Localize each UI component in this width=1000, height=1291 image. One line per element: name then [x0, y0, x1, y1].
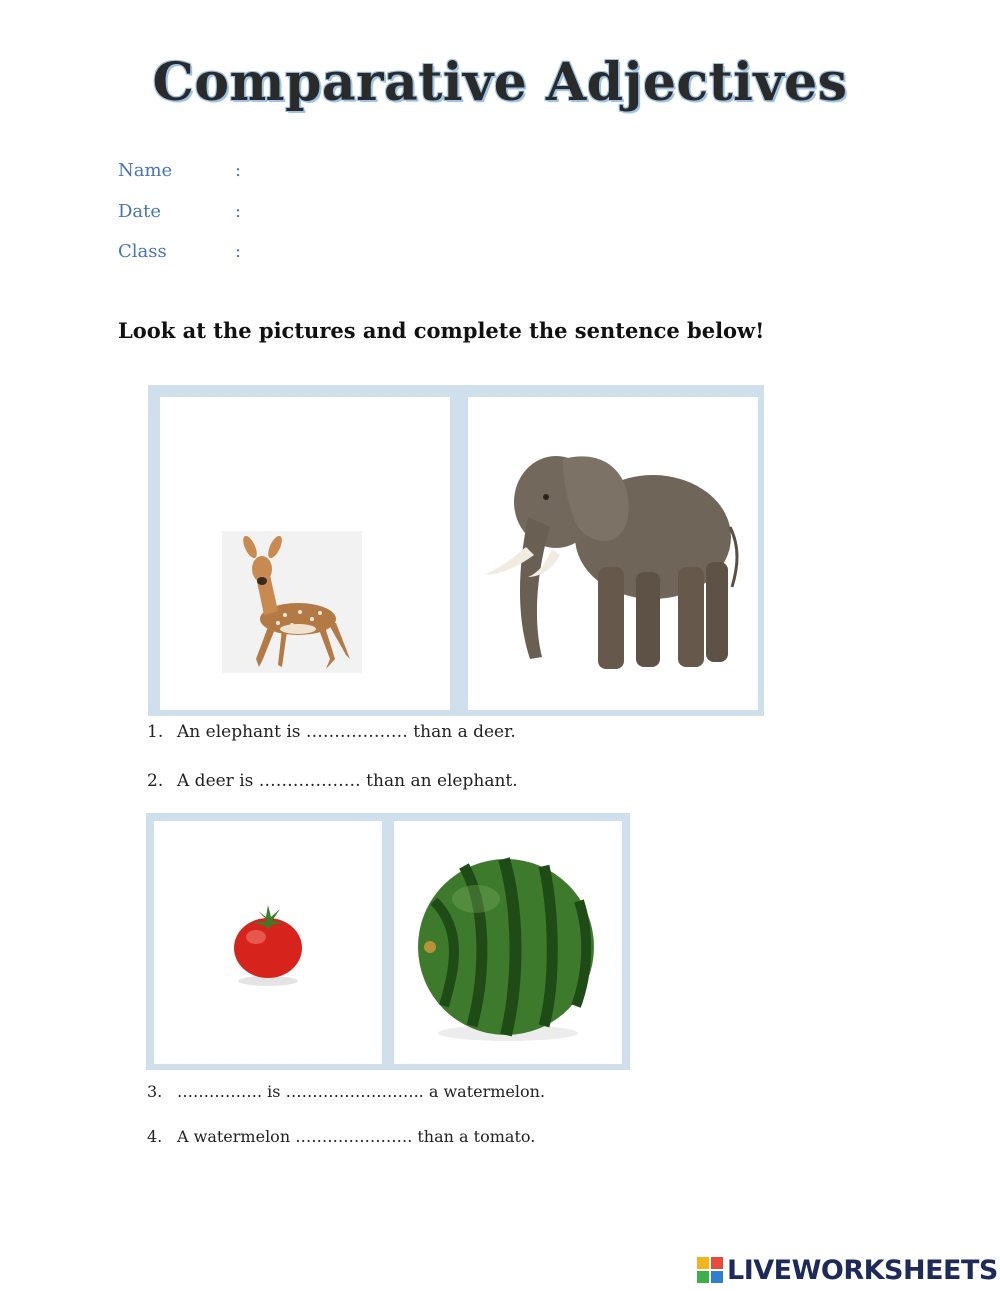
question-2-text: A deer is ……………… than an elephant. — [177, 771, 518, 791]
tomato-image — [154, 821, 382, 1064]
name-field — [118, 160, 242, 181]
question-4 — [147, 1127, 535, 1146]
name-colon: : — [235, 160, 242, 181]
question-3-number: 3. — [147, 1082, 163, 1101]
elephant-image — [468, 397, 758, 710]
watermelon-cell — [394, 821, 622, 1064]
deer-cell — [160, 397, 450, 710]
date-field — [118, 201, 242, 222]
picture-panel-animals — [148, 385, 764, 716]
question-2 — [147, 771, 518, 791]
tomato-cell — [154, 821, 382, 1064]
liveworksheets-logo-text: LIVEWORKSHEETS — [727, 1254, 998, 1286]
liveworksheets-logo — [697, 1253, 998, 1287]
question-1 — [147, 722, 516, 742]
class-colon: : — [235, 241, 242, 262]
name-label: Name — [118, 160, 173, 181]
question-3-text: ……………. is …………………….. a watermelon. — [177, 1082, 546, 1101]
question-3 — [147, 1082, 545, 1101]
deer-image — [160, 397, 450, 710]
class-label: Class — [118, 241, 167, 262]
page-title: Comparative Adjectives — [152, 52, 848, 113]
question-1-text: An elephant is ……………… than a deer. — [177, 722, 516, 742]
instruction-text: Look at the pictures and complete the sentence below! — [118, 318, 765, 343]
elephant-cell — [468, 397, 758, 710]
class-field — [118, 241, 242, 262]
question-1-number: 1. — [147, 722, 164, 742]
picture-panel-fruits — [146, 813, 630, 1070]
date-colon: : — [235, 201, 242, 222]
question-4-number: 4. — [147, 1127, 163, 1146]
question-4-text: A watermelon …………………. than a tomato. — [177, 1127, 536, 1146]
watermelon-image — [394, 821, 622, 1064]
question-2-number: 2. — [147, 771, 164, 791]
date-label: Date — [118, 201, 162, 222]
liveworksheets-logo-icon — [697, 1257, 723, 1283]
